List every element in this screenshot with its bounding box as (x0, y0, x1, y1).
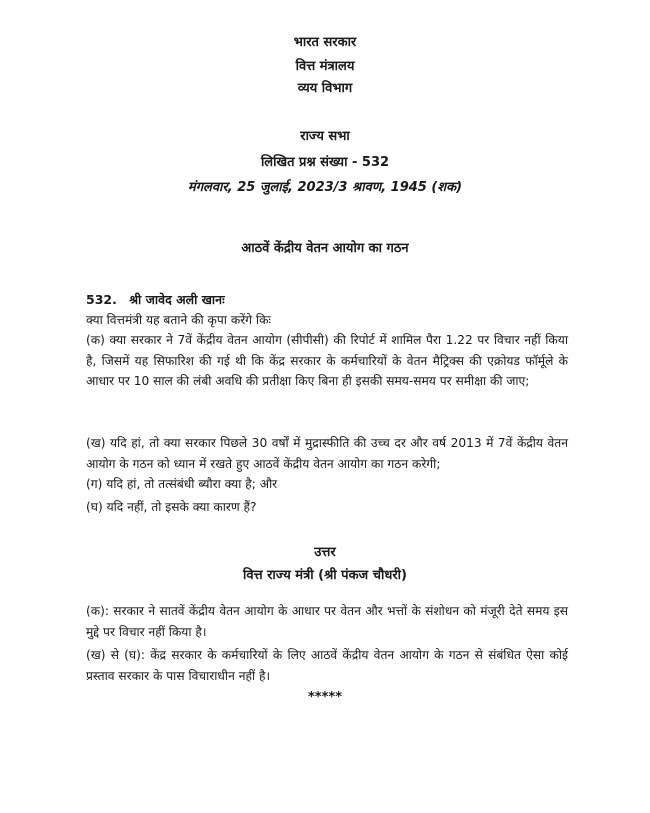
answer-minister: वित्त राज्य मंत्री (श्री पंकज चौधरी) (243, 568, 407, 583)
question-asker: श्री जावेद अली खानः (129, 292, 225, 307)
answer-part-ka: (क): सरकार ने सातवें केंद्रीय वेतन आयोग के आधार पर वेतन और भत्तों के संशोधन को मंजूरी देते समय इस मुद्दे पर विचार नहीं किया है। (86, 604, 568, 639)
question-part-kha: (ख) यदि हां, तो क्या सरकार पिछले 30 वर्षों में मुद्रास्फीति की उच्च दर और वर्ष 2013 में 7वें केंद्रीय वेतन आयोग के गठन को ध्यान में रखते हुए आठवें केंद्रीय वेतन आयोग का गठन करेगी; (86, 436, 568, 471)
question-part-ga: (ग) यदि हां, तो तत्संबंधी ब्यौरा क्या है; और (86, 477, 278, 491)
question-number: 532. (86, 292, 117, 307)
question-label: लिखित प्रश्न संख्या - 532 (260, 155, 390, 170)
subject-title: आठवें केंद्रीय वेतन आयोग का गठन (241, 241, 409, 256)
question-part-ka: (क) क्या सरकार ने 7वें केंद्रीय वेतन आयोग (सीपीसी) की रिपोर्ट में शामिल पैरा 1.22 पर विचार नहीं किया है, जिसमें यह सिफारिश की गई थी कि केंद्र सरकार के कर्मचारियों के वेतन मैट्रिक्स की एक्रोयड फॉर्मूले के आधार पर 10 साल की लंबी अवधि की प्रतीक्षा किए बिना ही इसकी समय-समय पर समीक्षा की जाए; (86, 333, 568, 388)
house-title: राज्य सभा (300, 129, 350, 144)
answer-heading: उत्तर (314, 545, 336, 560)
ministry-header: वित्त मंत्रालय (295, 59, 355, 74)
question-intro: क्या वित्तमंत्री यह बताने की कृपा करेंगे किः (86, 313, 271, 327)
end-mark: ***** (308, 690, 342, 705)
question-part-gha: (घ) यदि नहीं, तो इसके क्या कारण हैं? (86, 500, 257, 514)
date-line: मंगलवार, 25 जुलाई, 2023/3 श्रावण, 1945 (शक) (187, 180, 463, 195)
answer-part-kha-gha: (ख) से (घ): केंद्र सरकार के कर्मचारियों के लिए आठवें केंद्रीय वेतन आयोग के गठन से संबंधित ऐसा कोई प्रस्ताव सरकार के पास विचाराधीन नहीं है। (86, 648, 568, 683)
department-header: व्यय विभाग (297, 81, 353, 96)
govt-header: भारत सरकार (293, 35, 357, 50)
question-header (86, 292, 233, 308)
